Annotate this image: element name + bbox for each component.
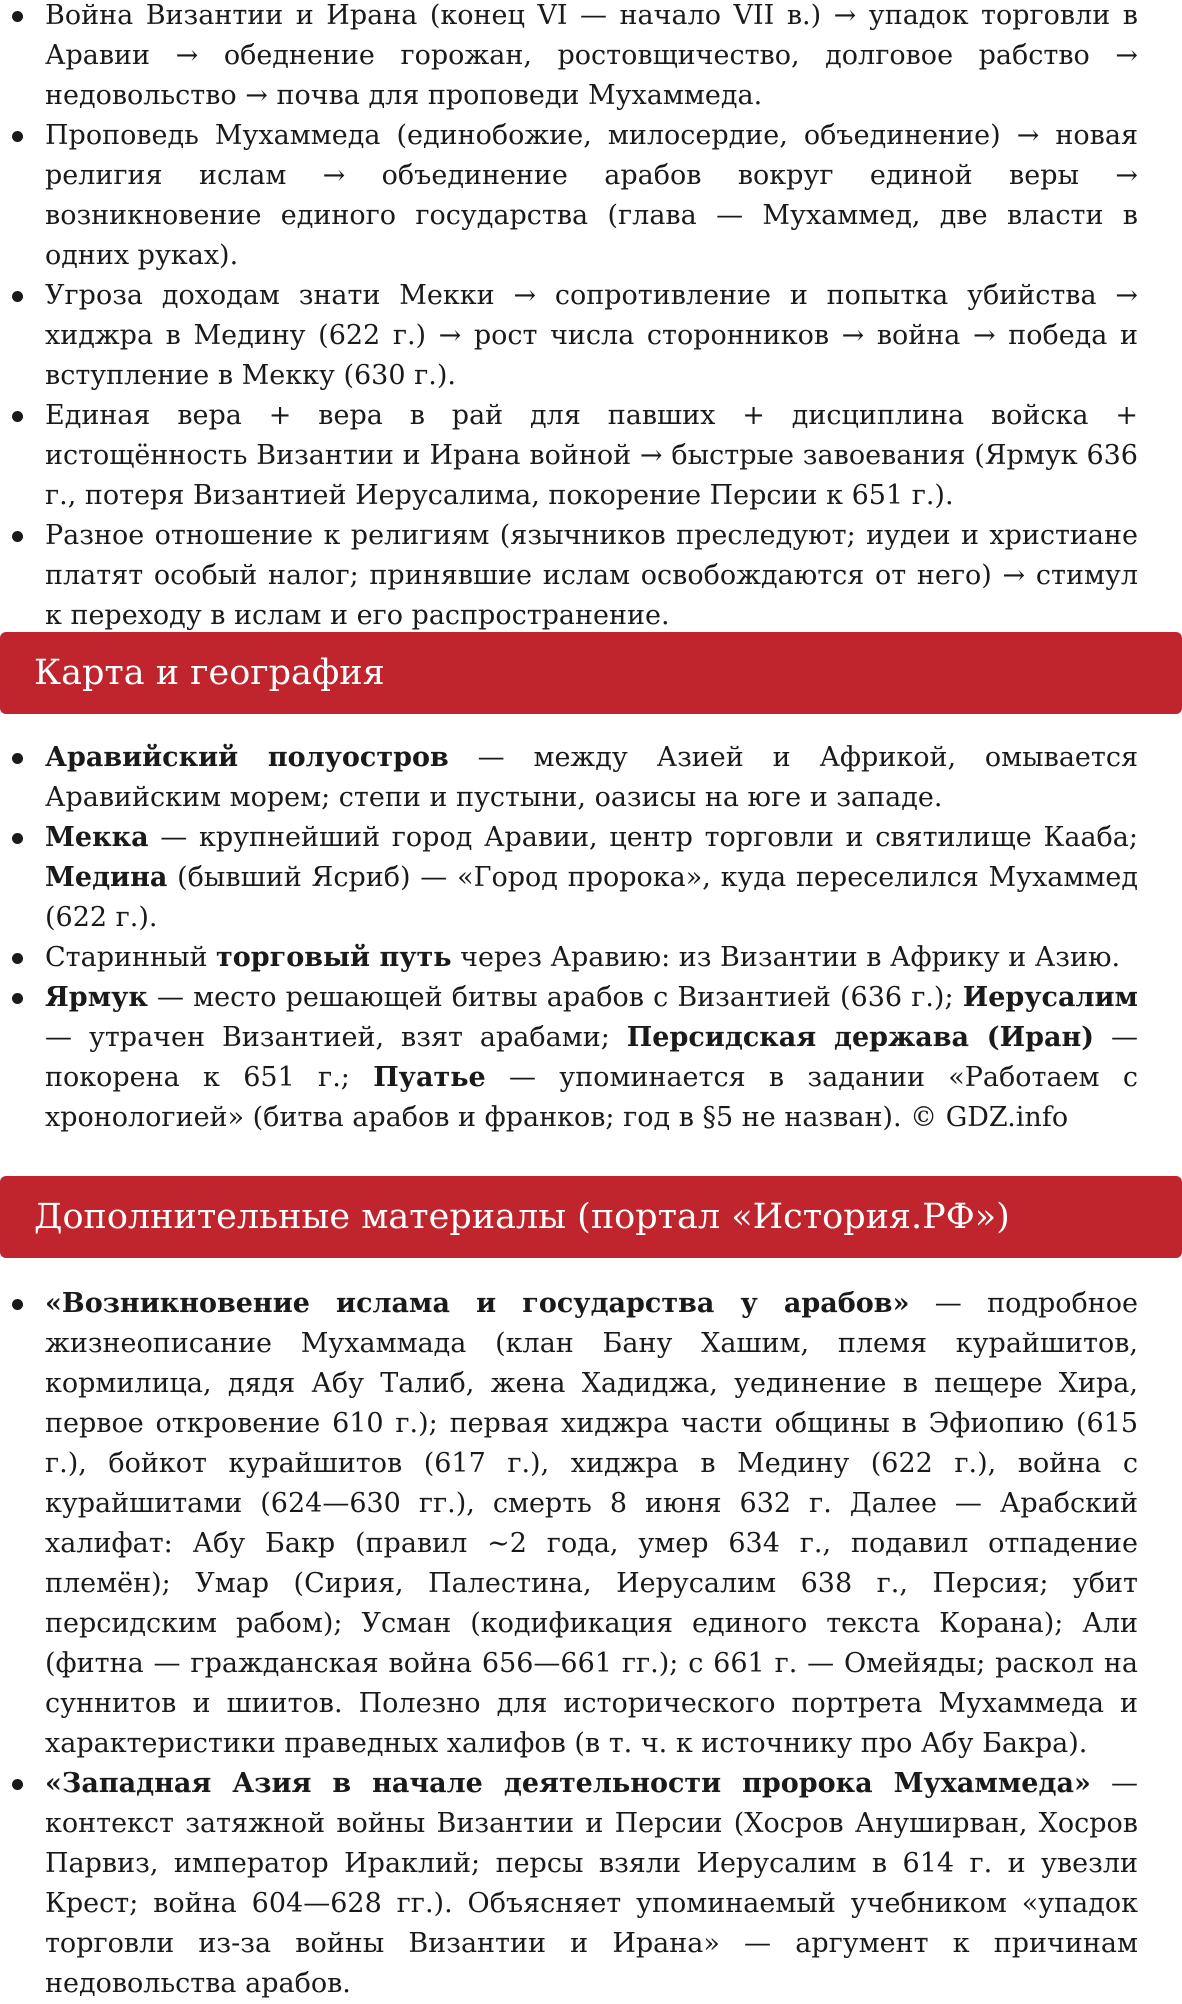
item-text: Разное отношение к религиям (язычников преследуют; иудеи и христиане платят особый налог; принявшие ислам освобождаются от него) → стимул к переходу в ислам и его распространение. bbox=[45, 520, 1138, 631]
bullet-icon bbox=[12, 1299, 23, 1310]
item-text: — утрачен Византией, взят арабами; bbox=[45, 1022, 627, 1053]
list-item bbox=[8, 818, 1138, 938]
list-item bbox=[8, 516, 1138, 636]
bold-term: Аравийский полуостров bbox=[45, 742, 449, 773]
list-item bbox=[8, 738, 1138, 818]
bold-term: Медина bbox=[45, 862, 168, 893]
section-banner-map bbox=[0, 632, 1182, 714]
list-item bbox=[8, 116, 1138, 276]
bold-term: «Возникновение ислама и государства у арабов» bbox=[45, 1288, 910, 1319]
bullet-icon bbox=[12, 531, 23, 542]
map-list bbox=[8, 738, 1138, 1138]
bullet-icon bbox=[12, 291, 23, 302]
list-item bbox=[8, 0, 1138, 116]
item-text: — упоминается в задании «Работаем с хронологией» (битва арабов и франков; год в §5 не назван). © GDZ.info bbox=[45, 1062, 1138, 1133]
bullet-icon bbox=[12, 953, 23, 964]
item-text: — место решающей битвы арабов с Византией (636 г.); bbox=[147, 982, 963, 1013]
item-text: Угроза доходам знати Мекки → сопротивление и попытка убийства → хиджра в Медину (622 г.) → рост числа сторонников → война → победа и вступление в Мекку (630 г.). bbox=[45, 280, 1138, 391]
bullet-icon bbox=[12, 753, 23, 764]
list-item bbox=[8, 978, 1138, 1138]
bold-term: Пуатье bbox=[373, 1062, 486, 1093]
bullet-icon bbox=[12, 11, 23, 22]
section-title-extra: Дополнительные материалы (портал «История.РФ») bbox=[34, 1197, 1010, 1237]
bold-term: Мекка bbox=[45, 822, 149, 853]
item-text: — подробное жизнеописание Мухаммада (клан Бану Хашим, племя курайшитов, кормилица, дядя Абу Талиб, жена Хадиджа, уединение в пещере Хира, первое откровение 610 г.); первая хиджра части общины в Эфиопию (615 г.), бойкот курайшитов (617 г.), хиджра в Медину (622 г.), война с курайшитами (624—630 гг.), смерть 8 июня 632 г. Далее — Арабский халифат: Абу Бакр (правил ∼2 года, умер 634 г., подавил отпадение племён); Умар (Сирия, Палестина, Иерусалим 638 г., Персия; убит персидским рабом); Усман (кодификация единого текста Корана); Али (фитна — гражданская война 656—661 гг.); с 661 г. — Омейяды; раскол на суннитов и шиитов. Полезно для исторического портрета Мухаммеда и характеристики праведных халифов (в т. ч. к источнику про Абу Бакра). bbox=[45, 1288, 1138, 1759]
item-text: — между Азией и Африкой, омывается Аравийским морем; степи и пустыни, оазисы на юге и западе. bbox=[45, 742, 1138, 813]
list-item bbox=[8, 276, 1138, 396]
bullet-icon bbox=[12, 131, 23, 142]
list-item bbox=[8, 396, 1138, 516]
item-text: — крупнейший город Аравии, центр торговли и святилище Кааба; bbox=[148, 822, 1138, 853]
bullet-icon bbox=[12, 833, 23, 844]
bullet-icon bbox=[12, 411, 23, 422]
bold-term: Иерусалим bbox=[962, 982, 1138, 1013]
causes-list bbox=[8, 0, 1138, 636]
extra-materials-list bbox=[8, 1284, 1138, 2004]
item-text: Единая вера + вера в рай для павших + дисциплина войска + истощённость Византии и Ирана войной → быстрые завоевания (Ярмук 636 г., потеря Византией Иерусалима, покорение Персии к 651 г.). bbox=[45, 400, 1138, 511]
bold-term: Ярмук bbox=[45, 982, 148, 1013]
item-text: Война Византии и Ирана (конец VI — начало VII в.) → упадок торговли в Аравии → обеднение горожан, ростовщичество, долговое рабство → недовольство → почва для проповеди Мухаммеда. bbox=[45, 0, 1138, 111]
bold-term: «Западная Азия в начале деятельности пророка Мухаммеда» bbox=[45, 1768, 1091, 1799]
item-text: через Аравию: из Византии в Африку и Азию. bbox=[451, 942, 1121, 973]
item-text: — покорена к 651 г.; bbox=[45, 1022, 1138, 1093]
list-item bbox=[8, 938, 1138, 978]
item-text: Старинный bbox=[45, 942, 217, 973]
section-banner-extra bbox=[0, 1176, 1182, 1258]
bullet-icon bbox=[12, 993, 23, 1004]
item-text: (бывший Ясриб) — «Город пророка», куда переселился Мухаммед (622 г.). bbox=[45, 862, 1138, 933]
bold-term: Персидская держава (Иран) bbox=[626, 1022, 1095, 1053]
list-item bbox=[8, 1284, 1138, 1764]
bold-term: торговый путь bbox=[216, 942, 452, 973]
bullet-icon bbox=[12, 1779, 23, 1790]
list-item bbox=[8, 1764, 1138, 2004]
item-text: Проповедь Мухаммеда (единобожие, милосердие, объединение) → новая религия ислам → объединение арабов вокруг единой веры → возникновение единого государства (глава — Мухаммед, две власти в одних руках). bbox=[45, 120, 1138, 271]
item-text: — контекст затяжной войны Византии и Персии (Хосров Ануширван, Хосров Парвиз, император Ираклий; персы взяли Иерусалим в 614 г. и увезли Крест; война 604—628 гг.). Объясняет упоминаемый учебником «упадок торговли из-за войны Византии и Ирана» — аргумент к причинам недовольства арабов. bbox=[45, 1768, 1139, 1999]
section-title-map: Карта и география bbox=[34, 653, 385, 693]
